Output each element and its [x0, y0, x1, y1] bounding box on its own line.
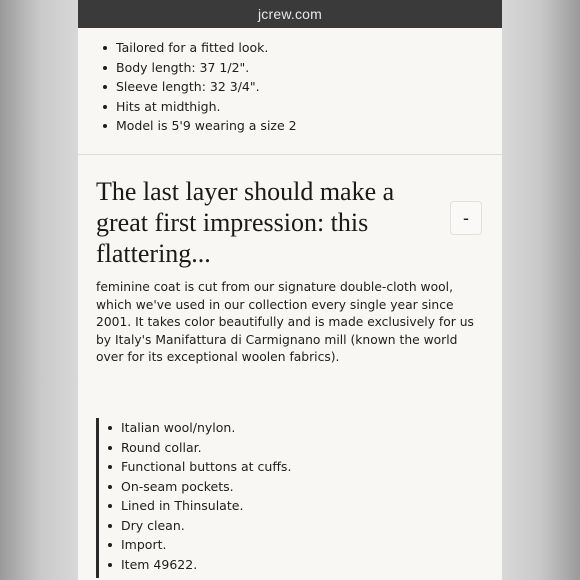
list-item: Tailored for a fitted look. — [94, 38, 297, 58]
collapse-toggle-button[interactable] — [450, 201, 482, 235]
list-item: Functional buttons at cuffs. — [99, 457, 291, 477]
features-list — [99, 418, 291, 574]
fit-details-list — [94, 38, 297, 136]
list-item: Dry clean. — [99, 516, 291, 536]
list-item: Italian wool/nylon. — [99, 418, 291, 438]
browser-url-bar[interactable] — [78, 0, 502, 28]
phone-screen — [78, 0, 502, 580]
minus-icon: - — [463, 207, 469, 228]
fit-details-section — [78, 28, 502, 155]
list-item: Lined in Thinsulate. — [99, 496, 291, 516]
list-item: Round collar. — [99, 438, 291, 458]
list-item: Sleeve length: 32 3/4". — [94, 77, 297, 97]
features-section — [96, 418, 291, 578]
product-description: feminine coat is cut from our signature double-cloth wool, which we've used in our collection every single year since 2001. It takes color beautifully and is made exclusively for us by Italy's Manifattura di Carmignano mill (known the world over for its exceptional woolen fabrics). — [96, 280, 474, 364]
list-item: Item 49622. — [99, 555, 291, 575]
list-item: Hits at midthigh. — [94, 97, 297, 117]
list-item: Model is 5'9 wearing a size 2 — [94, 116, 297, 136]
url-text: jcrew.com — [257, 6, 323, 22]
list-item: Import. — [99, 535, 291, 555]
list-item: On-seam pockets. — [99, 477, 291, 497]
list-item: Body length: 37 1/2". — [94, 58, 297, 78]
product-heading: The last layer should make a great first impression: this flattering... — [96, 177, 395, 268]
